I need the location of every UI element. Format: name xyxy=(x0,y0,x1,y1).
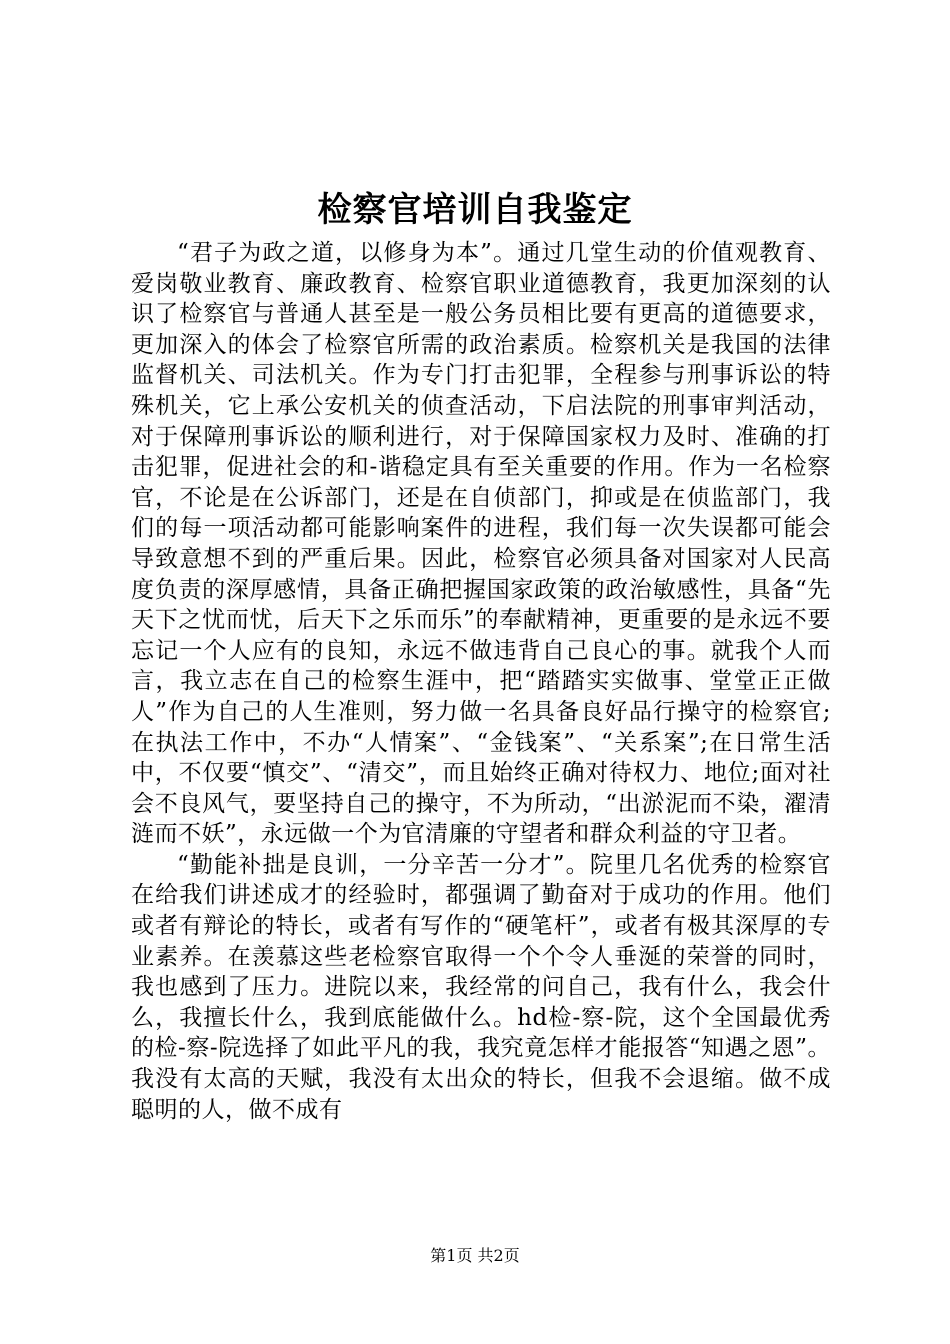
document-title: 检察官培训自我鉴定 xyxy=(317,190,633,230)
body-paragraph-1: “君子为政之道，以修身为本”。通过几堂生动的价值观教育、爱岗敬业教育、廉政教育、检察官职业道德教育，我更加深刻的认识了检察官与普通人甚至是一般公务员相比要有更高的道德要求，更加深入的体会了检察官所需的政治素质。检察机关是我国的法律监督机关、司法机关。作为专门打击犯罪，全程参与刑事诉讼的特殊机关，它上承公安机关的侦查活动，下启法院的刑事审判活动，对于保障刑事诉讼的顺利进行，对于保障国家权力及时、准确的打击犯罪，促进社会的和-谐稳定具有至关重要的作用。作为一名检察官，不论是在公诉部门，还是在自侦部门，抑或是在侦监部门，我们的每一项活动都可能影响案件的进程，我们每一次失误都可能会导致意想不到的严重后果。因此，检察官必须具备对国家对人民高度负责的深厚感情，具备正确把握国家政策的政治敏感性，具备“先天下之忧而忧，后天下之乐而乐”的奉献精神，更重要的是永远不要忘记一个人应有的良知，永远不做违背自己良心的事。就我个人而言，我立志在自己的检察生涯中，把“踏踏实实做事、堂堂正正做人”作为自己的人生准则，努力做一名具备良好品行操守的检察官;在执法工作中，不办“人情案”、“金钱案”、“关系案”;在日常生活中，不仅要“慎交”、“清交”，而且始终正确对待权力、地位;面对社会不良风气，要坚持自己的操守，不为所动，“出淤泥而不染，濯清涟而不妖”，永远做一个为官清廉的守望者和群众利益的守卫者。 xyxy=(131,240,831,848)
body-paragraph-2: “勤能补拙是良训，一分辛苦一分才”。院里几名优秀的检察官在给我们讲述成才的经验时，都强调了勤奋对于成功的作用。他们或者有辩论的特长，或者有写作的“硬笔杆”，或者有极其深厚的专业素养。在羡慕这些老检察官取得一个个令人垂涎的荣誉的同时，我也感到了压力。进院以来，我经常的问自己，我有什么，我会什么，我擅长什么，我到底能做什么。hd检-察-院，这个全国最优秀的检-察-院选择了如此平凡的我，我究竟怎样才能报答“知遇之恩”。我没有太高的天赋，我没有太出众的特长，但我不会退缩。做不成聪明的人，做不成有 xyxy=(131,851,831,1123)
document-body xyxy=(131,238,831,1125)
page-number-footer: 第1页 共2页 xyxy=(430,1246,520,1265)
